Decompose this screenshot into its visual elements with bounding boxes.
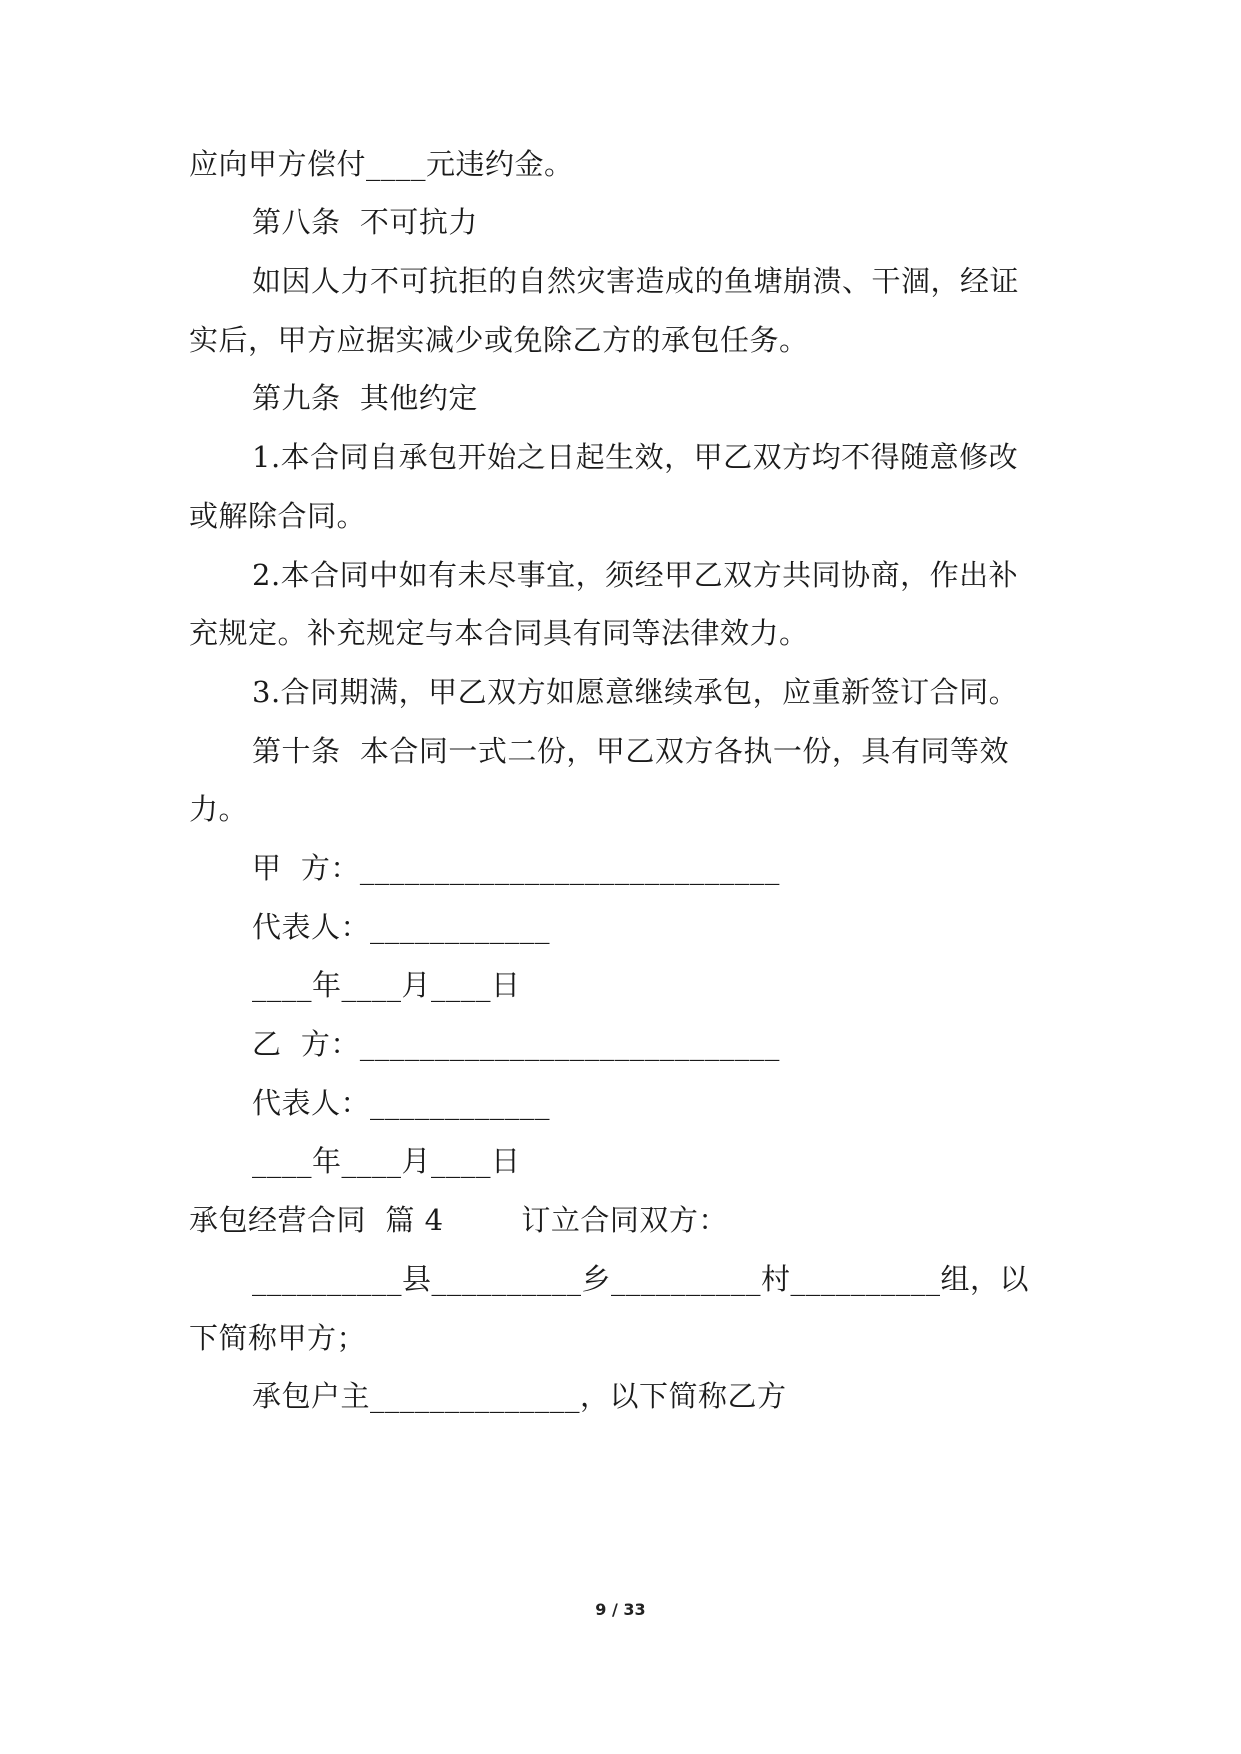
article-8-heading: 第八条 不可抗力 bbox=[252, 205, 478, 239]
party-a-representative-field: 代表人：____________ bbox=[252, 910, 551, 944]
party-b-representative-field: 代表人：____________ bbox=[252, 1086, 551, 1120]
text-line-clause-1a: 1.本合同自承包开始之日起生效，甲乙双方均不得随意修改 bbox=[252, 440, 1019, 474]
text-line-party-a-abbrev: 下简称甲方； bbox=[189, 1321, 367, 1355]
text-line-contractor-field: 承包户主______________，以下简称乙方 bbox=[252, 1379, 787, 1413]
party-b-field: 乙 方：____________________________ bbox=[252, 1027, 780, 1061]
text-line-force-majeure-2: 实后，甲方应据实减少或免除乙方的承包任务。 bbox=[189, 323, 809, 357]
section-4-heading: 承包经营合同 篇 4 订立合同双方： bbox=[189, 1203, 728, 1237]
text-line-clause-2a: 2.本合同中如有未尽事宜，须经甲乙双方共同协商，作出补 bbox=[252, 558, 1019, 592]
text-line-article-10b: 力。 bbox=[189, 792, 249, 826]
article-9-heading: 第九条 其他约定 bbox=[252, 381, 478, 415]
party-a-date-field: ____年____月____日 bbox=[252, 968, 521, 1002]
text-line-force-majeure-1: 如因人力不可抗拒的自然灾害造成的鱼塘崩溃、干涸，经证 bbox=[252, 264, 1020, 298]
text-line-clause-1b: 或解除合同。 bbox=[189, 499, 367, 533]
text-line-clause-3: 3.合同期满，甲乙双方如愿意继续承包，应重新签订合同。 bbox=[252, 675, 1019, 709]
party-a-field: 甲 方：____________________________ bbox=[252, 851, 780, 885]
text-line-breach-penalty: 应向甲方偿付____元违约金。 bbox=[189, 147, 574, 181]
text-line-clause-2b: 充规定。补充规定与本合同具有同等法律效力。 bbox=[189, 616, 809, 650]
page-number: 9 / 33 bbox=[595, 1600, 646, 1619]
text-line-location-fields: __________县__________乡__________村__________组，以 bbox=[252, 1262, 1030, 1296]
text-line-article-10a: 第十条 本合同一式二份，甲乙双方各执一份，具有同等效 bbox=[252, 734, 1009, 768]
party-b-date-field: ____年____月____日 bbox=[252, 1144, 521, 1178]
